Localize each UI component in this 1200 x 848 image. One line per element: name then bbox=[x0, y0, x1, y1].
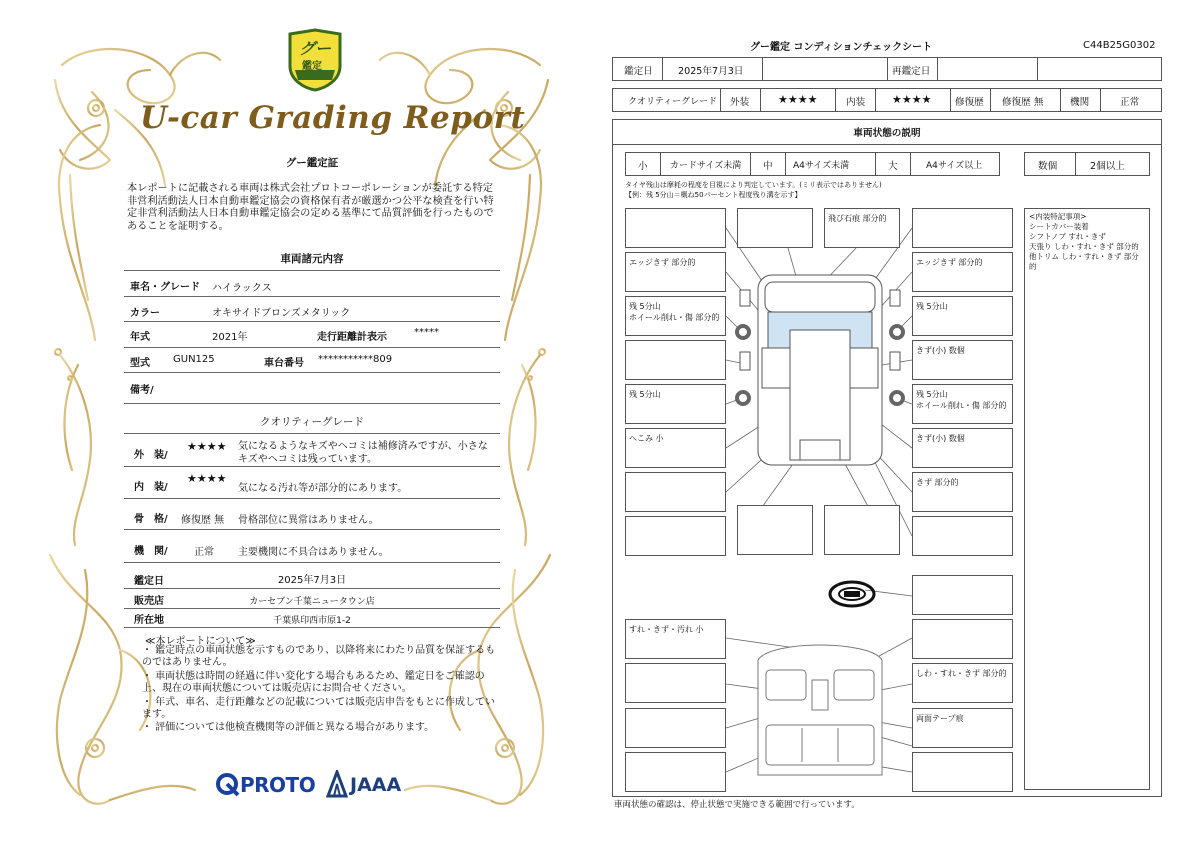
note-slot bbox=[625, 663, 726, 703]
rule bbox=[124, 347, 500, 348]
condition-heading: 車両状態の説明 bbox=[853, 128, 921, 139]
color-label: カラー bbox=[130, 308, 160, 319]
rule bbox=[124, 588, 500, 589]
badge-text-top: グー bbox=[299, 39, 332, 58]
legend-count: 数個 bbox=[1038, 161, 1058, 172]
note-slot bbox=[912, 575, 1013, 615]
note-slot bbox=[912, 619, 1013, 659]
note-1: ・ 鑑定時点の車両状態を示すものであり、以降将来にわたり品質を保証するものではありません。 bbox=[142, 645, 496, 668]
note-interior-right-lower: 両面テープ痕 bbox=[912, 708, 1013, 748]
car-name-label: 車名・グレード bbox=[130, 282, 200, 293]
rule bbox=[124, 403, 500, 404]
note-slot bbox=[625, 340, 726, 380]
tire-note-1: タイヤ残山は摩耗の程度を目視により判定しています。(ミリ表示ではありません) bbox=[625, 181, 882, 189]
rule bbox=[124, 321, 500, 322]
steering-wheel-icon bbox=[826, 578, 878, 610]
legend-medium-desc: A4サイズ未満 bbox=[793, 161, 850, 171]
jaaa-logo-text: JAAA bbox=[350, 774, 402, 796]
tire-note-2: 【例：残 5分山＝概ね50パーセント程度残り溝を示す】 bbox=[625, 191, 802, 199]
legend-small-desc: カードサイズ未満 bbox=[670, 161, 742, 171]
quality-interior-stars: ★★★★ bbox=[187, 472, 227, 485]
interior-special-notes bbox=[1024, 208, 1150, 790]
date-label: 鑑定日 bbox=[624, 66, 653, 77]
badge-text-bottom: 鑑定 bbox=[302, 61, 322, 72]
reappraisal-label: 再鑑定日 bbox=[892, 66, 931, 77]
note-slot bbox=[625, 516, 726, 556]
note-left-edge: エッジきず 部分的 bbox=[625, 252, 726, 292]
repair-label: 修復歴 bbox=[955, 97, 984, 108]
note-slot bbox=[625, 708, 726, 748]
notes-heading: ≪本レポートについて≫ bbox=[145, 636, 256, 647]
rule bbox=[124, 296, 500, 297]
note-right-rear-tire: 残 5分山 ホイール削れ・傷 部分的 bbox=[912, 384, 1013, 424]
quality-engine-label: 機 関/ bbox=[134, 546, 168, 557]
specs-heading: 車両諸元内容 bbox=[280, 253, 344, 265]
note-right-front-door: きず(小) 数個 bbox=[912, 340, 1013, 380]
note-left-rear: へこみ 小 bbox=[625, 428, 726, 468]
rule bbox=[124, 466, 500, 467]
appraisal-date-label: 鑑定日 bbox=[134, 576, 164, 587]
condition-check-sheet bbox=[600, 0, 1200, 848]
rule bbox=[124, 498, 500, 499]
exterior-value: ★★★★ bbox=[778, 93, 818, 106]
interior-label: 内装 bbox=[846, 97, 866, 108]
note-right-bed: きず 部分的 bbox=[912, 472, 1013, 512]
location-value: 千葉県印西市原1-2 bbox=[273, 616, 351, 626]
legend-small: 小 bbox=[638, 161, 648, 172]
script-title: U-car Grading Report bbox=[140, 100, 526, 136]
certificate-subtitle: グー鑑定証 bbox=[285, 157, 339, 169]
note-top-center: 飛び石痕 部分的 bbox=[824, 208, 900, 248]
sheet-title: グー鑑定 コンディションチェックシート bbox=[750, 42, 933, 53]
rule bbox=[124, 627, 500, 628]
note-left-rear-tire: 残 5分山 bbox=[625, 384, 726, 424]
certificate-intro: 本レポートに記載される車両は株式会社プロトコーポレーションが委託する特定非営利活動法人日本自動車鑑定協会の資格保有者が厳選かつ公平な検査を行い特定非営利活動法人日本自動車鑑定協会の定める基準にて品質評価を行ったものであることを証明する。 bbox=[127, 183, 494, 232]
legend-count-desc: 2個以上 bbox=[1090, 161, 1125, 172]
chassis-label: 車台番号 bbox=[264, 358, 304, 369]
engine-value: 正常 bbox=[1120, 97, 1140, 108]
note-slot bbox=[625, 208, 726, 248]
sheet-code: C44B25G0302 bbox=[1083, 40, 1156, 51]
note-slot bbox=[912, 208, 1013, 248]
repair-value: 修復歴 無 bbox=[1002, 97, 1044, 108]
quality-frame-label: 骨 格/ bbox=[134, 514, 168, 525]
quality-exterior-stars: ★★★★ bbox=[187, 440, 227, 453]
model-value: GUN125 bbox=[173, 354, 215, 365]
note-interior-right-seat: しわ・すれ・きず 部分的 bbox=[912, 663, 1013, 703]
legend-large: 大 bbox=[888, 161, 898, 172]
quality-engine-comment: 主要機関に不具合はありません。 bbox=[238, 547, 389, 558]
sheet-footer: 車両状態の確認は、停止状態で実施できる範囲で行っています。 bbox=[614, 800, 860, 810]
mileage-label: 走行距離計表示 bbox=[317, 332, 387, 343]
legend-large-desc: A4サイズ以上 bbox=[926, 161, 983, 171]
dealer-value: カーセブン千葉ニュータウン店 bbox=[249, 597, 375, 607]
note-left-front-tire: 残 5分山 ホイール削れ・傷 部分的 bbox=[625, 296, 726, 336]
appraisal-date-value: 2025年7月3日 bbox=[277, 575, 347, 586]
quality-label: クオリティーグレード bbox=[628, 97, 718, 107]
car-name-value: ハイラックス bbox=[212, 283, 272, 294]
special-item: 他トリム しわ・すれ・きず 部分的 bbox=[1029, 252, 1139, 271]
special-heading: <内装特記事項> bbox=[1029, 212, 1087, 221]
rule bbox=[124, 270, 500, 271]
quality-frame-value: 修復歴 無 bbox=[181, 515, 225, 526]
interior-value: ★★★★ bbox=[892, 93, 932, 106]
note-interior-left-top: すれ・きず・汚れ 小 bbox=[625, 619, 726, 659]
rule bbox=[124, 562, 500, 563]
quality-exterior-comment: 気になるようなキズやヘコミは補修済みですが、小さなキズやヘコミは残っています。 bbox=[238, 441, 488, 465]
model-label: 型式 bbox=[130, 358, 150, 369]
proto-logo-text: PROTO bbox=[240, 773, 316, 797]
quality-interior-label: 内 装/ bbox=[134, 482, 168, 493]
rule bbox=[124, 372, 500, 373]
note-slot bbox=[912, 516, 1013, 556]
note-right-edge: エッジきず 部分的 bbox=[912, 252, 1013, 292]
rule bbox=[124, 433, 500, 434]
engine-label: 機関 bbox=[1070, 97, 1090, 108]
quality-heading: クオリティーグレード bbox=[260, 416, 364, 428]
proto-logo-icon bbox=[216, 773, 242, 797]
rule bbox=[124, 608, 500, 609]
note-3: ・ 年式、車名、走行距離などの記載については販売店申告をもとに作成しています。 bbox=[142, 697, 495, 720]
special-item: シフトノブ すれ・きず bbox=[1029, 232, 1106, 241]
location-label: 所在地 bbox=[134, 615, 164, 626]
quality-engine-value: 正常 bbox=[194, 547, 214, 558]
note-slot bbox=[824, 505, 900, 555]
quality-exterior-label: 外 装/ bbox=[134, 450, 168, 461]
chassis-value: ***********809 bbox=[318, 354, 393, 365]
remarks-label: 備考/ bbox=[130, 385, 154, 396]
year-label: 年式 bbox=[130, 332, 150, 343]
quality-frame-comment: 骨格部位に異常はありません。 bbox=[238, 515, 379, 526]
note-right-front-tire: 残 5分山 bbox=[912, 296, 1013, 336]
mileage-value: ***** bbox=[414, 327, 439, 338]
color-value: オキサイドブロンズメタリック bbox=[212, 308, 351, 319]
special-item: 天張り しわ・すれ・きず 部分的 bbox=[1029, 242, 1139, 251]
note-slot bbox=[625, 472, 726, 512]
exterior-label: 外装 bbox=[730, 97, 750, 108]
year-value: 2021年 bbox=[212, 332, 248, 343]
note-slot bbox=[737, 208, 813, 248]
note-slot bbox=[625, 752, 726, 792]
note-right-rear-door: きず(小) 数個 bbox=[912, 428, 1013, 468]
date-value: 2025年7月3日 bbox=[678, 66, 744, 77]
note-slot bbox=[737, 505, 813, 555]
note-slot bbox=[912, 752, 1013, 792]
quality-interior-comment: 気になる汚れ等が部分的にあります。 bbox=[238, 483, 408, 494]
jaaa-logo-icon bbox=[326, 770, 348, 798]
legend-medium: 中 bbox=[763, 161, 773, 172]
note-4: ・ 評価については他検査機関等の評価と異なる場合があります。 bbox=[142, 722, 435, 733]
rule bbox=[124, 529, 500, 530]
special-item: シートカバー装着 bbox=[1029, 222, 1089, 231]
dealer-label: 販売店 bbox=[134, 596, 164, 607]
note-2: ・ 車両状態は時間の経過に伴い変化する場合もあるため、鑑定日をご確認の上、現在の車両状態については販売店にお問合せください。 bbox=[142, 671, 485, 694]
